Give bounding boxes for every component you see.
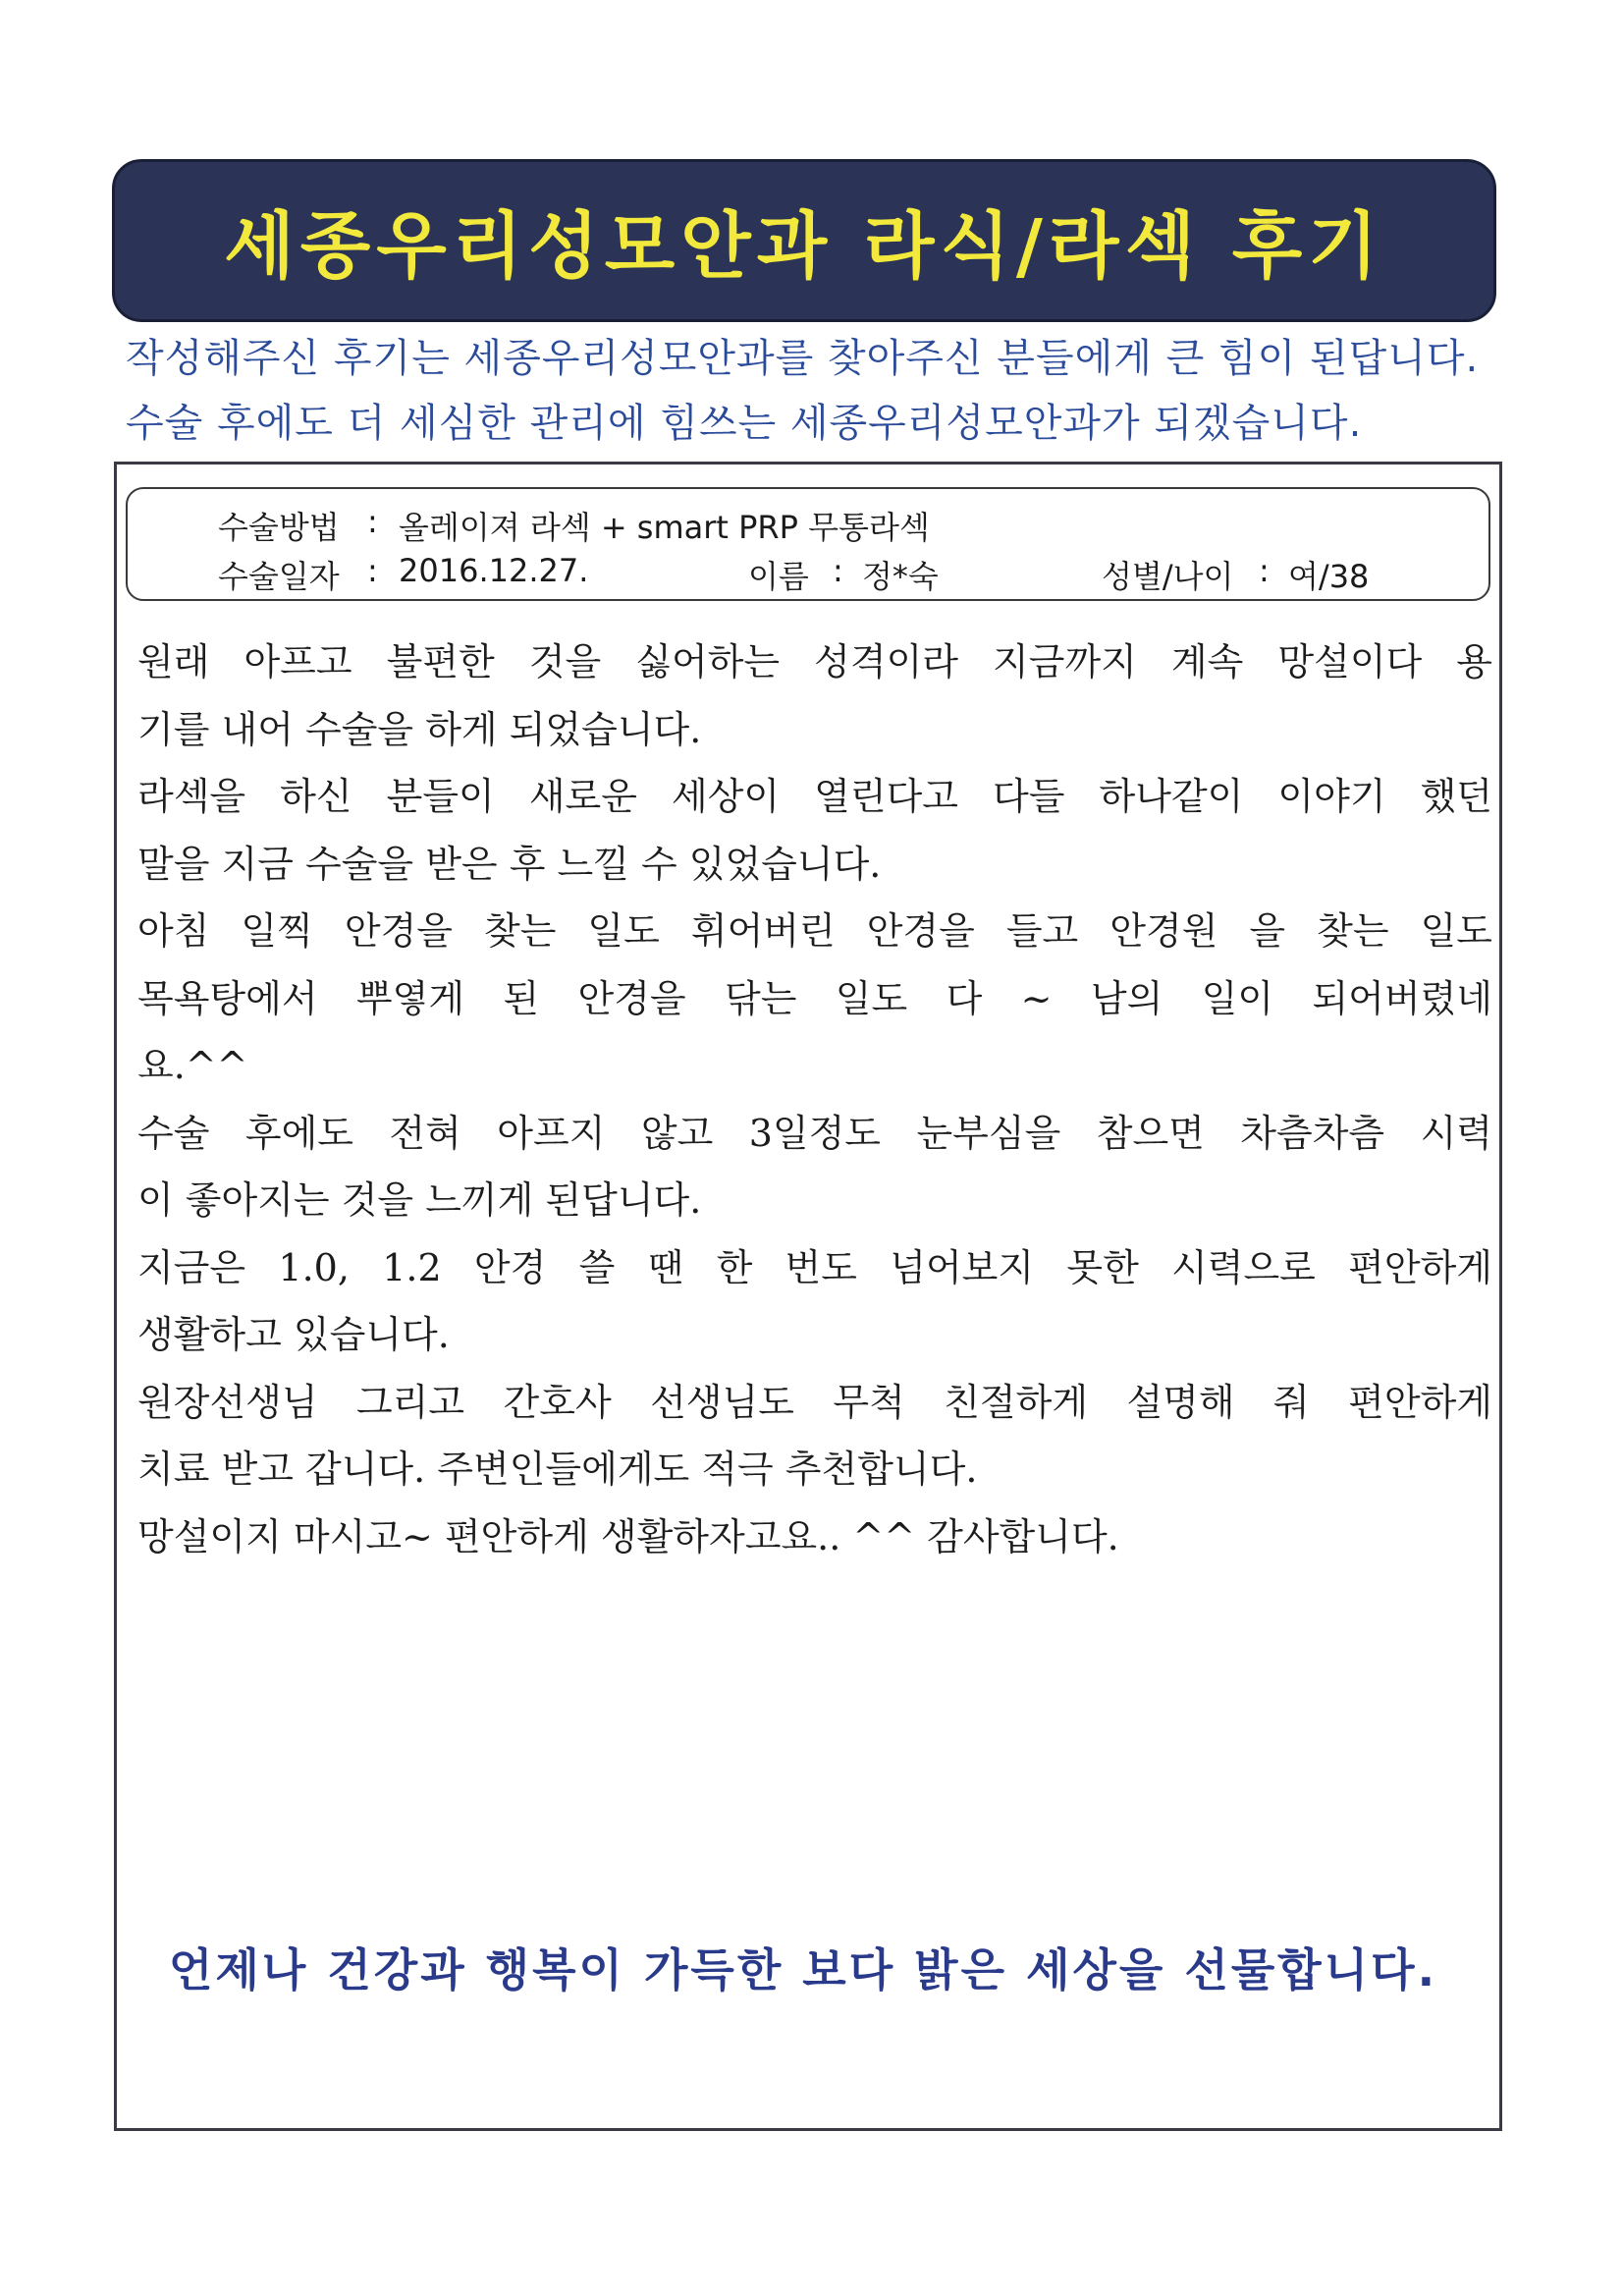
review-line: 망설이지 마시고~ 편안하게 생활하자고요.. ^^ 감사합니다.	[137, 1514, 1119, 1558]
date-separator: :	[367, 552, 378, 589]
intro-line-1: 작성해주신 후기는 세종우리성모안과를 찾아주신 분들에게 큰 힘이 된답니다.	[126, 336, 1480, 381]
review-line: 말을 지금 수술을 받은 후 느낄 수 있었습니다.	[137, 842, 882, 886]
page-title: 세종우리성모안과 라식/라섹 후기	[224, 204, 1384, 289]
method-label: 수술방법	[218, 509, 340, 546]
review-line: 치료 받고 갑니다. 주변인들에게도 적극 추천합니다.	[137, 1448, 978, 1491]
intro-text	[126, 326, 1520, 456]
review-line: 기를 내어 수술을 하게 되었습니다.	[137, 707, 702, 751]
review-line: 생활하고 있습니다.	[137, 1313, 450, 1356]
review-line: 원래 아프고 불편한 것을 싫어하는 성격이라 지금까지 계속 망설이다 용	[137, 640, 1492, 683]
surgery-info-box	[126, 487, 1490, 601]
name-label: 이름	[748, 558, 809, 595]
intro-line-2: 수술 후에도 더 세심한 관리에 힘쓰는 세종우리성모안과가 되겠습니다.	[126, 401, 1363, 446]
gender-age-label: 성별/나이	[1102, 558, 1234, 595]
date-value: 2016.12.27.	[399, 552, 589, 589]
review-line: 이 좋아지는 것을 느끼게 된답니다.	[137, 1178, 702, 1222]
closing-message: 언제나 건강과 행복이 가득한 보다 밝은 세상을 선물합니다.	[169, 1943, 1438, 1996]
review-line: 라섹을 하신 분들이 새로운 세상이 열린다고 다들 하나같이 이야기 했던	[137, 775, 1492, 818]
review-body	[137, 629, 1492, 1570]
title-banner	[112, 159, 1496, 322]
method-value: 올레이져 라섹 + smart PRP 무통라섹	[399, 509, 930, 546]
review-line: 요.^^	[137, 1044, 248, 1087]
review-line: 원장선생님 그리고 간호사 선생님도 무척 친절하게 설명해 줘 편안하게	[137, 1380, 1492, 1424]
review-line: 아침 일찍 안경을 찾는 일도 휘어버린 안경을 들고 안경원 을 찾는 일도	[137, 909, 1492, 953]
gender-age-value: 여/38	[1288, 558, 1370, 595]
name-value: 정*숙	[862, 558, 939, 595]
review-line: 지금은 1.0, 1.2 안경 쓸 땐 한 번도 넘어보지 못한 시력으로 편안하게	[137, 1245, 1492, 1289]
review-line: 수술 후에도 전혀 아프지 않고 3일정도 눈부심을 참으면 차츰차츰 시력	[137, 1111, 1492, 1155]
method-separator: :	[367, 503, 378, 540]
gender-age-separator: :	[1259, 552, 1270, 589]
name-separator: :	[833, 552, 843, 589]
review-line: 목욕탕에서 뿌옇게 된 안경을 닦는 일도 다 ~ 남의 일이 되어버렸네	[137, 976, 1492, 1020]
date-label: 수술일자	[218, 558, 340, 595]
